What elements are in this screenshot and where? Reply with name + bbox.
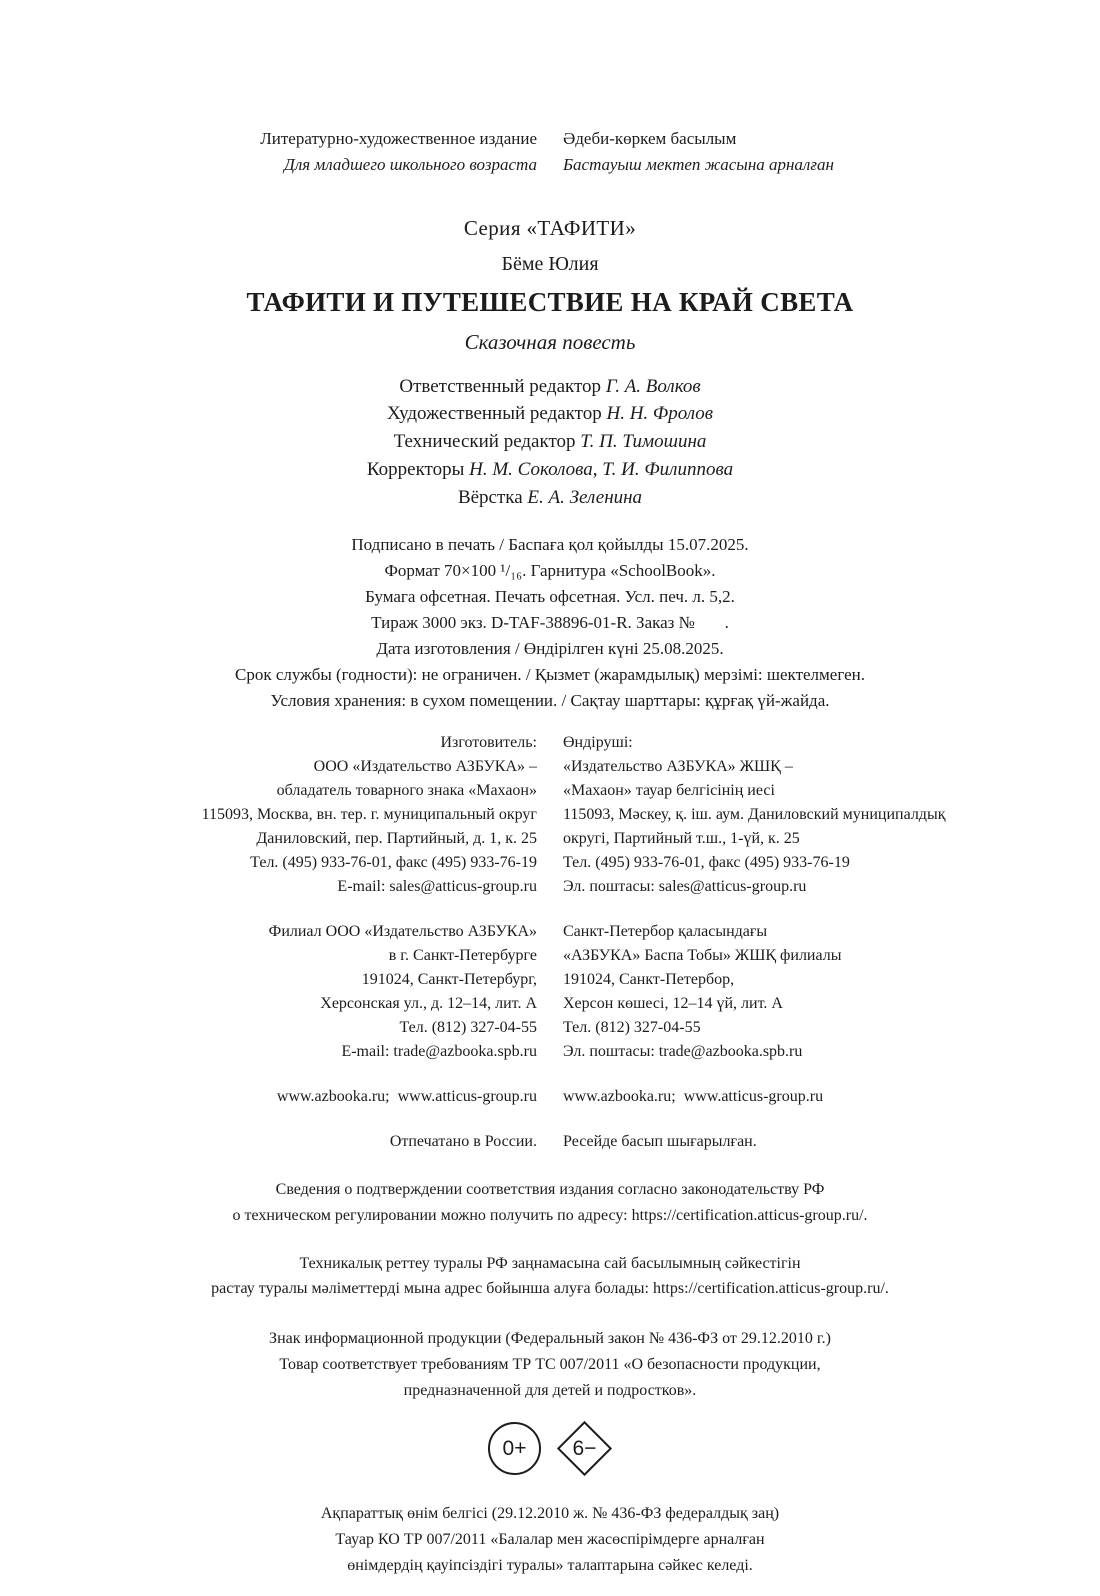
text-line: о техническом регулировании можно получить по адресу: https://certification.atticus-group.ru/.	[232, 1206, 868, 1224]
staff-role: Художественный редактор	[387, 403, 602, 425]
edition-type-kz: Әдеби-көркем басылым	[563, 129, 737, 148]
text-line: «Махаон» тауар белгісінің иесі	[563, 782, 775, 800]
branch-address-kz	[563, 920, 1033, 1064]
staff-role: Ответственный редактор	[399, 375, 602, 397]
book-subtitle: Сказочная повесть	[464, 329, 636, 354]
maker-address-ru	[67, 731, 537, 899]
edition-audience-ru: Для младшего школьного возраста	[284, 155, 537, 175]
text-line: Филиал ООО «Издательство АЗБУКА»	[268, 923, 537, 941]
text-line: округі, Партийный т.ш., 1-үй, к. 25	[563, 830, 800, 848]
text-line: Техникалық реттеу туралы РФ заңнамасына сай басылымның сәйкестігін	[299, 1254, 801, 1272]
staff-role: Вёрстка	[457, 486, 523, 508]
print-info	[0, 532, 1100, 714]
text-line: Формат 70×100 ¹/₁₆. Гарнитура «SchoolBook».	[384, 561, 716, 581]
age-badge-0plus	[488, 1422, 541, 1475]
staff-role: Корректоры	[366, 458, 465, 480]
printed-in-ru	[67, 1130, 537, 1154]
publisher-kz	[563, 731, 1033, 1154]
text-line: өнімдердің қауіпсіздігі туралы» талаптарына сәйкес келеді.	[347, 1556, 753, 1574]
edition-note	[0, 126, 1100, 179]
series-name: Серия «ТАФИТИ»	[463, 215, 637, 240]
text-line: Эл. поштасы: sales@atticus-group.ru	[563, 878, 807, 896]
text-line: Срок службы (годности): не ограничен. / Қызмет (жарамдылық) мерзімі: шектелмеген.	[235, 665, 865, 685]
age-badge-0plus-label: 0+	[502, 1436, 527, 1460]
age-mark-note-ru	[0, 1326, 1100, 1404]
text-line: Дата изготовления / Өндірілген күні 25.08.2025.	[376, 639, 724, 659]
text-line: «Издательство АЗБУКА» ЖШҚ –	[563, 758, 793, 776]
staff-person: Г. А. Волков	[605, 375, 701, 397]
text-line: 115093, Мәскеу, қ. іш. аум. Даниловский муниципалдық	[563, 806, 946, 824]
text-line: Өндіруші:	[563, 734, 633, 752]
text-line: Ақпараттық өнім белгісі (29.12.2010 ж. № 436-ФЗ федералдық заң)	[320, 1505, 780, 1523]
staff-line-tech-editor	[0, 428, 1100, 456]
printed-in-kz	[563, 1130, 1033, 1154]
maker-address-kz	[563, 731, 1033, 899]
text-line: Сведения о подтверждении соответствия издания согласно законодательству РФ	[275, 1181, 825, 1199]
text-line: Тел. (812) 327-04-55	[563, 1019, 701, 1037]
text-line: 191024, Санкт-Петербор,	[563, 971, 735, 989]
age-badge-6minus-label: 6−	[572, 1436, 597, 1460]
printed-line: Ресейде басып шығарылған.	[563, 1133, 757, 1151]
edition-note-kz	[563, 126, 1033, 179]
staff-person: Т. П. Тимошина	[580, 431, 707, 453]
text-line: Подписано в печать / Баспаға қол қойылды 15.07.2025.	[351, 535, 749, 555]
text-line: Херсонская ул., д. 12–14, лит. А	[320, 995, 537, 1013]
age-badges	[0, 1421, 1100, 1476]
edition-type-ru: Литературно-художественное издание	[260, 129, 537, 148]
text-line: 191024, Санкт-Петербург,	[361, 971, 537, 989]
certification-ru	[0, 1177, 1100, 1228]
staff-role: Технический редактор	[393, 431, 576, 453]
staff-line-editor	[0, 373, 1100, 401]
text-line: Эл. поштасы: trade@azbooka.spb.ru	[563, 1043, 803, 1061]
staff-person: Н. Н. Фролов	[606, 403, 713, 425]
text-line: Знак информационной продукции (Федеральный закон № 436-ФЗ от 29.12.2010 г.)	[269, 1330, 831, 1348]
staff-person: Н. М. Соколова, Т. И. Филиппова	[469, 458, 734, 480]
websites-ru	[67, 1085, 537, 1109]
staff-person: Е. А. Зеленина	[527, 486, 643, 508]
text-line: Изготовитель:	[440, 734, 537, 752]
staff-line-layout	[0, 484, 1100, 512]
text-line: ООО «Издательство АЗБУКА» –	[313, 758, 537, 776]
staff-line-proofreaders	[0, 456, 1100, 484]
text-line: E-mail: sales@atticus-group.ru	[337, 878, 537, 896]
website-line: www.azbooka.ru; www.atticus-group.ru	[276, 1088, 537, 1106]
staff-credits	[0, 373, 1100, 512]
text-line: E-mail: trade@azbooka.spb.ru	[341, 1043, 537, 1061]
text-line: Тираж 3000 экз. D-TAF-38896-01-R. Заказ № .	[371, 613, 729, 633]
branch-address-ru	[67, 920, 537, 1064]
publisher-block	[0, 731, 1100, 1154]
text-line: Бумага офсетная. Печать офсетная. Усл. печ. л. 5,2.	[365, 587, 735, 607]
certification-kz	[0, 1251, 1100, 1302]
printed-line: Отпечатано в России.	[389, 1133, 537, 1151]
publisher-ru	[67, 731, 537, 1154]
text-line: Тел. (495) 933-76-01, факс (495) 933-76-19	[563, 854, 850, 872]
age-mark-note-kz	[0, 1501, 1100, 1579]
websites-kz	[563, 1085, 1033, 1109]
text-line: в г. Санкт-Петербурге	[388, 947, 537, 965]
author-name: Бёме Юлия	[501, 252, 599, 275]
text-line: растау туралы мәліметтерді мына адрес бойынша алуға болады: https://certification.atticus-group.ru/.	[211, 1280, 889, 1298]
text-line: Даниловский, пер. Партийный, д. 1, к. 25	[256, 830, 537, 848]
website-line: www.azbooka.ru; www.atticus-group.ru	[563, 1088, 824, 1106]
text-line: Херсон көшесі, 12–14 үй, лит. А	[563, 995, 783, 1013]
text-line: 115093, Москва, вн. тер. г. муниципальный округ	[201, 806, 537, 824]
text-line: «АЗБУКА» Баспа Тобы» ЖШҚ филиалы	[563, 947, 842, 965]
edition-audience-kz: Бастауыш мектеп жасына арналған	[563, 155, 834, 175]
text-line: Условия хранения: в сухом помещении. / Сақтау шарттары: құрғақ үй-жайда.	[270, 691, 830, 711]
age-badge-6minus	[557, 1421, 612, 1476]
text-line: Санкт-Петербор қаласындағы	[563, 923, 768, 941]
text-line: предназначенной для детей и подростков».	[403, 1382, 697, 1400]
text-line: Тел. (812) 327-04-55	[399, 1019, 537, 1037]
text-line: Тауар КО ТР 007/2011 «Балалар мен жасөспірімдерге арналған	[335, 1531, 765, 1549]
staff-line-art-editor	[0, 400, 1100, 428]
text-line: обладатель товарного знака «Махаон»	[276, 782, 537, 800]
text-line: Тел. (495) 933-76-01, факс (495) 933-76-19	[250, 854, 537, 872]
edition-note-ru	[67, 126, 537, 179]
book-title: ТАФИТИ И ПУТЕШЕСТВИЕ НА КРАЙ СВЕТА	[246, 286, 854, 317]
text-line: Товар соответствует требованиям ТР ТС 007/2011 «О безопасности продукции,	[279, 1356, 821, 1374]
